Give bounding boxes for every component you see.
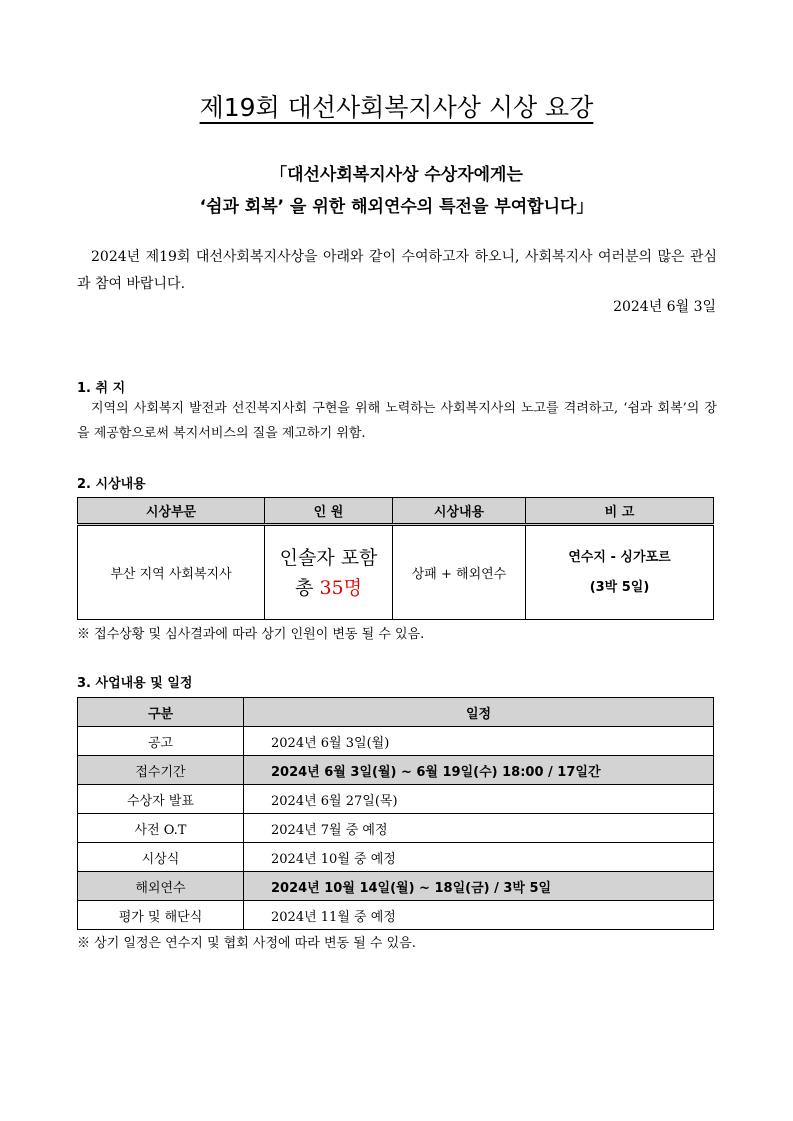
cell-category: 부산 지역 사회복지사 (78, 525, 265, 620)
header-item: 구분 (78, 698, 244, 727)
people-count: 35명 (319, 576, 362, 599)
cell-note (526, 525, 714, 620)
intro-paragraph: 2024년 제19회 대선사회복지사상을 아래와 같이 수여하고자 하오니, 사회복지사 여러분의 많은 관심과 참여 바랍니다. (77, 249, 717, 292)
table-row (78, 901, 714, 930)
people-line-2: 총 35명 (295, 576, 362, 599)
section-2-heading: 2. 시상내용 (77, 477, 146, 492)
cell-people (265, 525, 393, 620)
page-title: 제19회 대선사회복지사상 시상 요강 (199, 93, 594, 122)
header-schedule: 일정 (244, 698, 714, 727)
schedule-table (77, 697, 714, 930)
schedule-date: 2024년 10월 중 예정 (244, 843, 714, 872)
document-date: 2024년 6월 3일 (613, 299, 716, 315)
header-category: 시상부문 (78, 498, 265, 525)
schedule-date: 2024년 10월 14일(월) ~ 18일(금) / 3박 5일 (244, 872, 714, 901)
table-row (78, 843, 714, 872)
section-3-footnote: ※ 상기 일정은 연수지 및 협회 사정에 따라 변동 될 수 있음. (77, 936, 416, 951)
schedule-item: 공고 (78, 727, 244, 756)
note-line-2: (3박 5일) (589, 579, 650, 595)
award-table-header (78, 498, 714, 525)
schedule-date: 2024년 6월 3일(월) (244, 727, 714, 756)
section-2-footnote: ※ 접수상황 및 심사결과에 따라 상기 인원이 변동 될 수 있음. (77, 627, 425, 642)
schedule-item: 접수기간 (78, 756, 244, 785)
header-people: 인 원 (265, 498, 393, 525)
schedule-date: 2024년 6월 27일(목) (244, 785, 714, 814)
schedule-date: 2024년 11월 중 예정 (244, 901, 714, 930)
table-row (78, 814, 714, 843)
cell-award: 상패 + 해외연수 (393, 525, 526, 620)
schedule-item: 해외연수 (78, 872, 244, 901)
award-table (77, 497, 714, 620)
schedule-item: 시상식 (78, 843, 244, 872)
award-table-row (78, 525, 714, 620)
note-line-1: 연수지 - 싱가포르 (568, 549, 671, 565)
header-award: 시상내용 (393, 498, 526, 525)
schedule-item: 평가 및 해단식 (78, 901, 244, 930)
schedule-item: 수상자 발표 (78, 785, 244, 814)
schedule-item: 사전 O.T (78, 814, 244, 843)
section-1-body: 지역의 사회복지 발전과 선진복지사회 구현을 위해 노력하는 사회복지사의 노고를 격려하고, ‘쉼과 회복’의 장을 제공함으로써 복지서비스의 질을 제고하기 위함. (77, 401, 717, 441)
table-row (78, 785, 714, 814)
subtitle-line-2: ‘쉼과 회복’ 을 위한 해외연수의 특전을 부여합니다」 (199, 197, 594, 217)
subtitle-line-1: 「대선사회복지사상 수상자에게는 (270, 165, 523, 185)
schedule-date: 2024년 7월 중 예정 (244, 814, 714, 843)
header-note: 비 고 (526, 498, 714, 525)
table-row (78, 727, 714, 756)
schedule-date: 2024년 6월 3일(월) ~ 6월 19일(수) 18:00 / 17일간 (244, 756, 714, 785)
section-3-heading: 3. 사업내용 및 일정 (77, 676, 193, 691)
people-line-1: 인솔자 포함 (279, 546, 378, 569)
schedule-table-header (78, 698, 714, 727)
table-row-highlight (78, 872, 714, 901)
section-1-heading: 1. 취 지 (77, 381, 126, 396)
table-row-highlight (78, 756, 714, 785)
